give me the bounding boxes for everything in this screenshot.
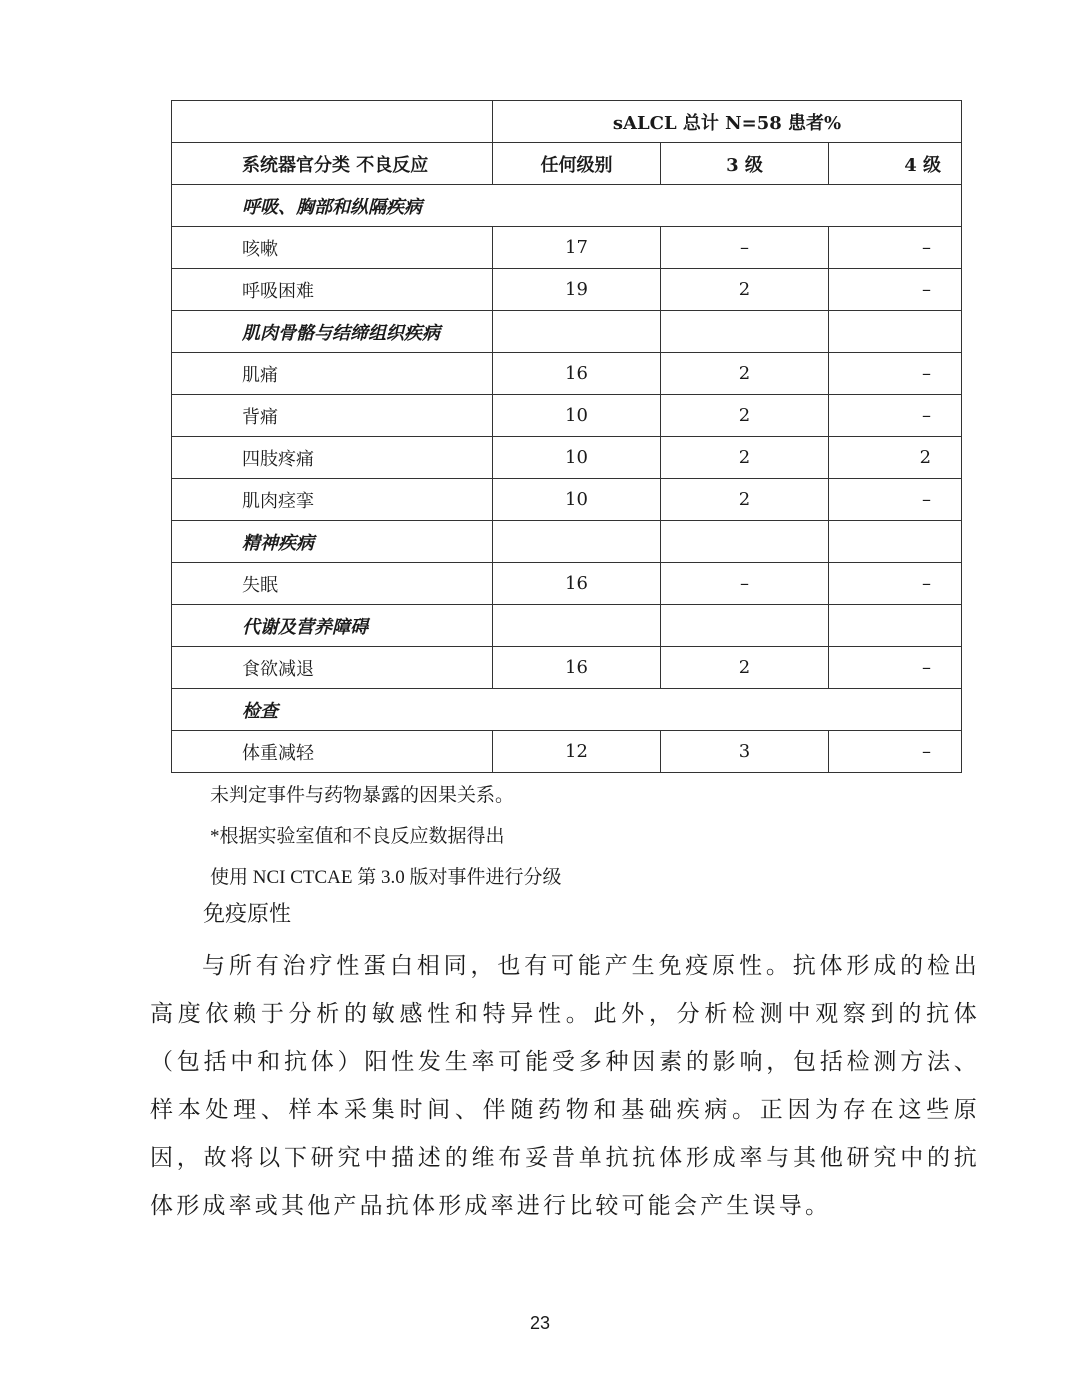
category-row <box>172 185 962 227</box>
category-row <box>172 689 962 731</box>
grade-3-cell: 2 <box>661 269 829 311</box>
grade-3-cell: 3 <box>661 731 829 773</box>
category-label: 精神疾病 <box>172 521 493 563</box>
grade-4-cell: 2 <box>829 437 962 479</box>
empty-cell <box>493 521 661 563</box>
category-label: 肌肉骨骼与结缔组织疾病 <box>172 311 493 353</box>
grade-4-cell: – <box>829 269 962 311</box>
reaction-name: 肌痛 <box>172 353 493 395</box>
empty-cell <box>493 311 661 353</box>
header-population: sALCL 总计 N=58 患者% <box>493 101 962 143</box>
empty-cell <box>829 521 962 563</box>
table-row <box>172 395 962 437</box>
empty-cell <box>829 311 962 353</box>
any-grade-cell: 16 <box>493 353 661 395</box>
empty-cell <box>829 605 962 647</box>
any-grade-cell: 16 <box>493 563 661 605</box>
header-empty-cell <box>172 101 493 143</box>
grade-4-cell: – <box>829 395 962 437</box>
body-paragraph: 与所有治疗性蛋白相同，也有可能产生免疫原性。抗体形成的检出高度依赖于分析的敏感性和特异性。此外，分析检测中观察到的抗体（包括中和抗体）阳性发生率可能受多种因素的影响，包括检测方法、样本处理、样本采集时间、伴随药物和基础疾病。正因为存在这些原因，故将以下研究中描述的维布妥昔单抗抗体形成率与其他研究中的抗体形成率或其他产品抗体形成率进行比较可能会产生误导。 <box>150 953 980 1219</box>
section-title: 免疫原性 <box>203 902 292 927</box>
header-grade-4: 4 级 <box>829 143 962 185</box>
grade-4-cell: – <box>829 563 962 605</box>
grade-3-cell: – <box>661 563 829 605</box>
header-grade-3: 3 级 <box>661 143 829 185</box>
category-label: 代谢及营养障碍 <box>172 605 493 647</box>
empty-cell <box>493 605 661 647</box>
category-label: 检查 <box>172 689 962 731</box>
table-header-top-row <box>172 101 962 143</box>
table-footnotes <box>210 775 562 898</box>
table-header-row <box>172 143 962 185</box>
reaction-name: 失眠 <box>172 563 493 605</box>
grade-3-cell: – <box>661 227 829 269</box>
grade-3-cell: 2 <box>661 353 829 395</box>
reaction-name: 背痛 <box>172 395 493 437</box>
grade-3-cell: 2 <box>661 479 829 521</box>
header-any-grade: 任何级别 <box>493 143 661 185</box>
grade-4-cell: – <box>829 353 962 395</box>
footnote: 未判定事件与药物暴露的因果关系。 <box>210 785 515 806</box>
footnote: *根据实验室值和不良反应数据得出 <box>210 826 505 847</box>
reaction-name: 咳嗽 <box>172 227 493 269</box>
table-row <box>172 269 962 311</box>
empty-cell <box>661 521 829 563</box>
table-row <box>172 227 962 269</box>
any-grade-cell: 16 <box>493 647 661 689</box>
table-row <box>172 647 962 689</box>
adverse-reactions-table <box>171 100 962 773</box>
table-row <box>172 479 962 521</box>
table-row <box>172 353 962 395</box>
reaction-name: 食欲减退 <box>172 647 493 689</box>
reaction-name: 肌肉痉挛 <box>172 479 493 521</box>
table-row <box>172 731 962 773</box>
footnote: 使用 NCI CTCAE 第 3.0 版对事件进行分级 <box>210 867 562 888</box>
category-row <box>172 605 962 647</box>
reaction-name: 四肢疼痛 <box>172 437 493 479</box>
any-grade-cell: 19 <box>493 269 661 311</box>
table-body <box>172 101 962 773</box>
page-number: 23 <box>529 1313 551 1333</box>
any-grade-cell: 10 <box>493 437 661 479</box>
grade-4-cell: – <box>829 647 962 689</box>
table-row <box>172 563 962 605</box>
grade-3-cell: 2 <box>661 395 829 437</box>
empty-cell <box>661 311 829 353</box>
grade-4-cell: – <box>829 227 962 269</box>
grade-4-cell: – <box>829 731 962 773</box>
grade-4-cell: – <box>829 479 962 521</box>
header-soc: 系统器官分类 不良反应 <box>172 143 493 185</box>
category-row <box>172 521 962 563</box>
grade-3-cell: 2 <box>661 647 829 689</box>
grade-3-cell: 2 <box>661 437 829 479</box>
any-grade-cell: 10 <box>493 479 661 521</box>
table-row <box>172 437 962 479</box>
any-grade-cell: 17 <box>493 227 661 269</box>
reaction-name: 呼吸困难 <box>172 269 493 311</box>
category-label: 呼吸、胸部和纵隔疾病 <box>172 185 962 227</box>
category-row <box>172 311 962 353</box>
any-grade-cell: 10 <box>493 395 661 437</box>
empty-cell <box>661 605 829 647</box>
any-grade-cell: 12 <box>493 731 661 773</box>
reaction-name: 体重减轻 <box>172 731 493 773</box>
